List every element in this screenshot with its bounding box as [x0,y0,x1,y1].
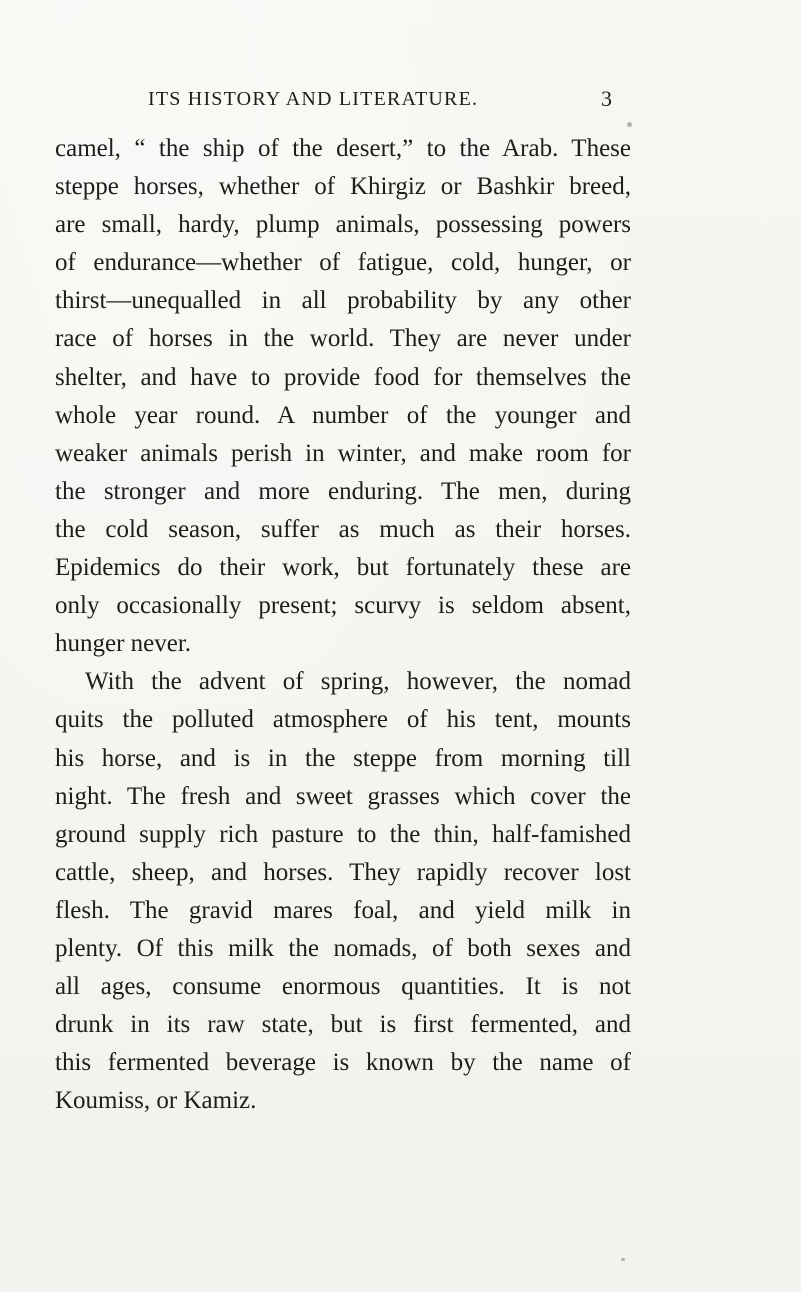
text-line: night. The fresh and sweet grasses which cover the [55,782,631,810]
running-title: ITS HISTORY AND LITERATURE. [148,88,479,110]
text-line: Koumiss, or Kamiz. [55,1087,257,1115]
text-line: steppe horses, whether of Khirgiz or Bashkir breed, [55,173,631,201]
text-line: drunk in its raw state, but is first fermented, and [55,1011,631,1039]
page-number: 3 [601,86,612,111]
paper-speck [627,122,632,127]
text-line: shelter, and have to provide food for themselves the [55,363,631,391]
text-line: the cold season, suffer as much as their horses. [55,515,631,543]
text-line: Epidemics do their work, but fortunately these are [55,554,631,582]
text-line: camel, “ the ship of the desert,” to the Arab. These [55,135,631,162]
text-line: quits the polluted atmosphere of his tent, mounts [55,706,631,734]
text-line: whole year round. A number of the younger and [55,401,631,429]
text-line: plenty. Of this milk the nomads, of both sexes and [55,934,631,962]
text-line: are small, hardy, plump animals, possessing powers [55,211,631,239]
text-line: flesh. The gravid mares foal, and yield milk in [55,896,631,924]
text-line: hunger never. [55,630,192,658]
text-line: weaker animals perish in winter, and make room for [55,439,631,467]
paragraph-2 [55,663,631,1120]
text-line: With the advent of spring, however, the nomad [85,668,631,696]
text-line: his horse, and is in the steppe from morning till [55,744,631,772]
paragraph-1 [55,130,631,663]
running-head [0,84,801,114]
text-line: all ages, consume enormous quantities. It is not [55,973,631,1001]
body-text [55,130,631,1120]
paper-speck [621,1258,625,1261]
text-line: only occasionally present; scurvy is seldom absent, [55,592,631,620]
text-line: thirst—unequalled in all probability by any other [55,287,631,315]
text-line: race of horses in the world. They are never under [55,325,631,353]
text-line: the stronger and more enduring. The men, during [55,477,631,505]
text-line: of endurance—whether of fatigue, cold, hunger, or [55,249,631,277]
text-line: ground supply rich pasture to the thin, half-famished [55,820,631,848]
text-line: cattle, sheep, and horses. They rapidly recover lost [55,858,631,886]
text-line: this fermented beverage is known by the name of [55,1049,631,1077]
